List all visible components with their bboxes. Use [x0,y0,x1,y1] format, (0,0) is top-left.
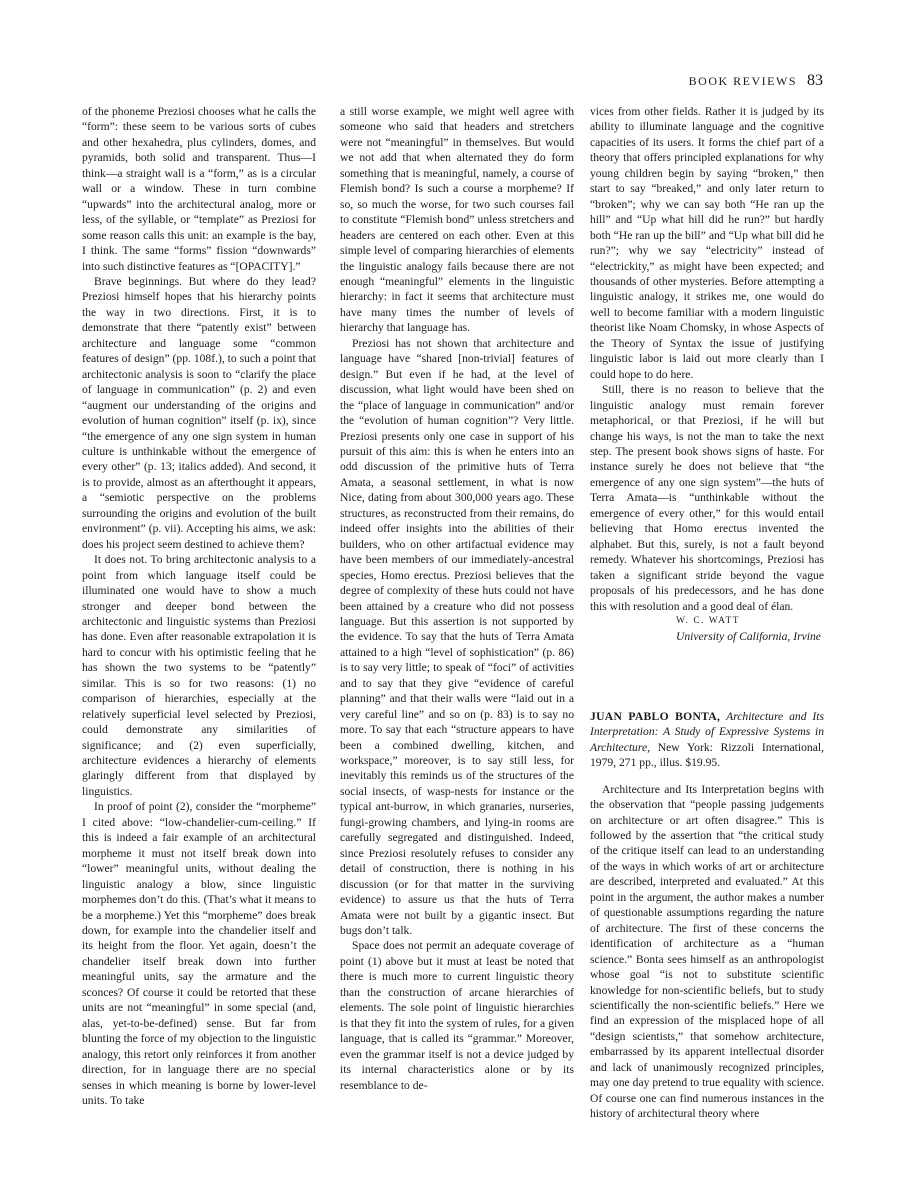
publication-info: New York: Rizzoli International, 1979, 271 pp., illus. $19.95. [590,740,824,770]
paragraph: Preziosi has not shown that architecture and language have “shared [non-trivial] features of design.” But even if he had, at the level of discussion, what light would have been shed on the “place of language in communication” and/or the “evolution of human cognition”? Very little. Preziosi presents only one case in support of his pursuit of this aim: this is when he enters into an odd discussion of the primitive huts of Terra Amata, a seasonal settlement, in what is now Nice, dating from about 300,000 years ago. These structures, as reconstructed from their remains, do indeed offer insights into the abilities of their builders, who on other artifactual evidence may have been members of our immediately-ancestral species, Homo erectus. Preziosi believes that the degree of complexity of these huts could not have been attained by a creature who did not possess language. But this assertion is not supported by the evidence. To say that the huts of Terra Amata attained to a high “level of sophistication” (p. 86) is to say very little; to speak of “foci” of activities and to say that they give “evidence of careful planning” and that their walls were “laid out in a very careful line” and so on (p. 83) is to say no more. To say that each “structure appears to have been a combined dwelling, kitchen, and workspace,” moreover, is to say still less, for inevitably this reminds us of the structures of the social insects, of wasp-nests for instance or the typical ant-burrow, in which granaries, nurseries, fungi-growing chambers, and lying-in rooms are carefully segregated and distinguished. Indeed, since Preziosi resolutely refuses to consider any detail of construction, there is nothing in his discussion (or for that matter in the surviving evidence) to assure us that the huts of Terra Amata were not built by a gigantic insect. But bugs don’t talk. [340,336,574,938]
reviewer-affiliation: University of California, Irvine [676,630,821,644]
paragraph: In proof of point (2), consider the “morpheme” I cited above: “low-chandelier-cum-ceiling.” If this is indeed a fair example of an architectural morpheme it must not itself break down into “lower” meaningful units, without dealing the linguistic analogy a blow, since linguistic morphemes don’t do this. (That’s what it means to be a morpheme.) Yet this “morpheme” does break down, for example into the chandelier itself and its height from the floor. Yet again, doesn’t the chandelier itself break down into further meaningful units, say the armature and the sconces? Of course it could be retorted that these units are not “meaningful” in some special (and, alas, yet-to-be-defined) sense. But far from blunting the force of my objection to the linguistic analogy, this retort only reinforces it from another direction, for in language there are no special senses in which meaning is borne by lower-level units. To take [82,800,316,1107]
paragraph: of the phoneme Preziosi chooses what he calls the “form”: these seem to be various sorts of cubes and other hexahedra, plus cylinders, domes, and pyramids, both solid and transparent. Thus—I think—a straight wall is a “form,” as is a circular wall or a window. These in turn combine “upwards” into the architectural analog, more or less, of the syllable, or “template” as Preziosi for some reason calls this unit: an example is the bay, I think. The same “forms” fission “downwards” into such distinctive features as “[OPACITY].” [82,105,316,273]
paragraph: It does not. To bring architectonic analysis to a point from which language itself could be illuminated one would have to show a much stronger and deeper bond between the architectonic and linguistic systems than Preziosi has done. Even after reasonable extrapolation it is hard to concur with his optimistic feeling that he has shown the two systems to be “patently” similar. This is so for two reasons: (1) no comparison of hierarchies, especially at the relatively superficial level selected by Preziosi, could demonstrate any similarities of significance; and (2) even superficially, architecture evidences a hierarchy of elements glaringly different from that displayed by linguistics. [82,553,316,798]
paragraph: Brave beginnings. But where do they lead? Preziosi himself hopes that his hierarchy points the way in two directions. First, it is to demonstrate that there “patently exist” between architecture and language some “common features of design” (pp. 108f.), to such a point that architectonic analysis is soon to “clarify the place of language in communication” (p. 2) and even “augment our understanding of the origins and evolution of human cognition” itself (p. ix), since “the emergence of any one sign system in human culture is unthinkable without the emergence of every other” (p. 13; italics added). And second, it is to provide, almost as an afterthought it appears, a “semiotic perspective on the problems surrounding the origins and evolution of the built environment” (p. vii). Accepting his aims, we ask: does his project seem destined to achieve them? [82,274,316,551]
column-2 [340,104,574,1093]
paragraph: vices from other fields. Rather it is judged by its ability to illuminate language and the cognitive capacities of its users. It forms the chief part of a theory that offers principled explanations for why young children begin by saying “broken,” then start to say “breaked,” and only later return to “broken”; why we can say both “He ran up the hill” and “Up what hill did he run?” but hardly both “He ran up the bill” and “Up what bill did he run?”; why we say “electricity” instead of “electrickity,” as might have been expected; and thousands of other mysteries. Before attempting a linguistic analogy, it strikes me, one would do well to become familiar with a modern linguistic theorist like Noam Chomsky, in whose Aspects of the Theory of Syntax the issue of justifying linguistic labor is laid out more clearly than I could hope to do here. [590,105,824,381]
review-heading [590,709,824,771]
running-head [689,72,823,90]
paragraph: Space does not permit an adequate coverage of point (1) above but it must at least be noted that there is much more to current linguistic theory than the construction of arcane hierarchies of elements. The sole point of linguistic hierarchies is that they fit into the system of rules, for a given language, that is called its “grammar.” Moreover, even the grammar itself is not a device judged by its internal characteristics alone or by its resemblance to de- [340,939,574,1092]
section-title: BOOK REVIEWS [688,74,797,88]
column-3 [590,104,824,1122]
paragraph: Architecture and Its Interpretation begins with the observation that “people passing judgements on architecture or art often disagree.” This is followed by the assertion that “the critical study of the critique itself can lead to an understanding of the ways in which works of art or architecture are described, interpreted and evaluated.” At this point in the argument, the author makes a number of questionable assumptions regarding the nature of architecture. The first of these concerns the identification of architecture as a “human science.” Bonta sees himself as an anthropologist whose goal “is not to substitute scientific knowledge for non-scientific beliefs, but to study scientifically the non-scientific beliefs.” Here we find an expression of the misplaced hope of all “design scientists,” that somehow architecture, embarrassed by its apparent intellectual disorder and lack of unanimously recognized principles, may one day pretend to true equality with science. Of course one can find numerous instances in the history of architectural theory where [590,782,824,1121]
reviewer-name: W. C. WATT [676,615,741,626]
column-1 [82,104,316,1108]
page-number: 83 [807,72,823,89]
reviewed-author: JUAN PABLO BONTA, [590,709,721,723]
reviewed-title: Architecture and Its Interpretation: A Study of Expressive Systems in Architecture, [590,709,825,754]
paragraph: Still, there is no reason to believe that the linguistic analogy must remain forever metaphorical, or that Preziosi, if he will but change his ways, is not the man to take the next step. The present book shows signs of haste. For instance surely he does not believe that “the emergence of any one sign system”—the huts of Terra Amata—is “unthinkable without the emergence of every other,” for this would entail believing that Homo erectus invented the alphabet. But this, surely, is not a fault beyond remedy. Whatever his shortcomings, Preziosi has taken a significant stride beyond the vague proposals of his predecessors, and he has done this with resolution and a good deal of élan. [590,383,824,613]
paragraph: a still worse example, we might well agree with someone who said that headers and stretchers were not “meaningful” in themselves. But would we not add that when alternated they do form something that is meaningful, namely, a course of Flemish bond? Is such a course a morpheme? If so, so much the worse, for two such courses fail to constitute “Flemish bond” unless stretchers and headers are centered on each other. Even at this simple level of comparing hierarchies of elements the linguistic analogy fails because there are not enough “meaningful” elements in the linguistic hierarchy: in fact it seems that architecture must have many times the number of levels of hierarchy that language has. [340,105,574,335]
